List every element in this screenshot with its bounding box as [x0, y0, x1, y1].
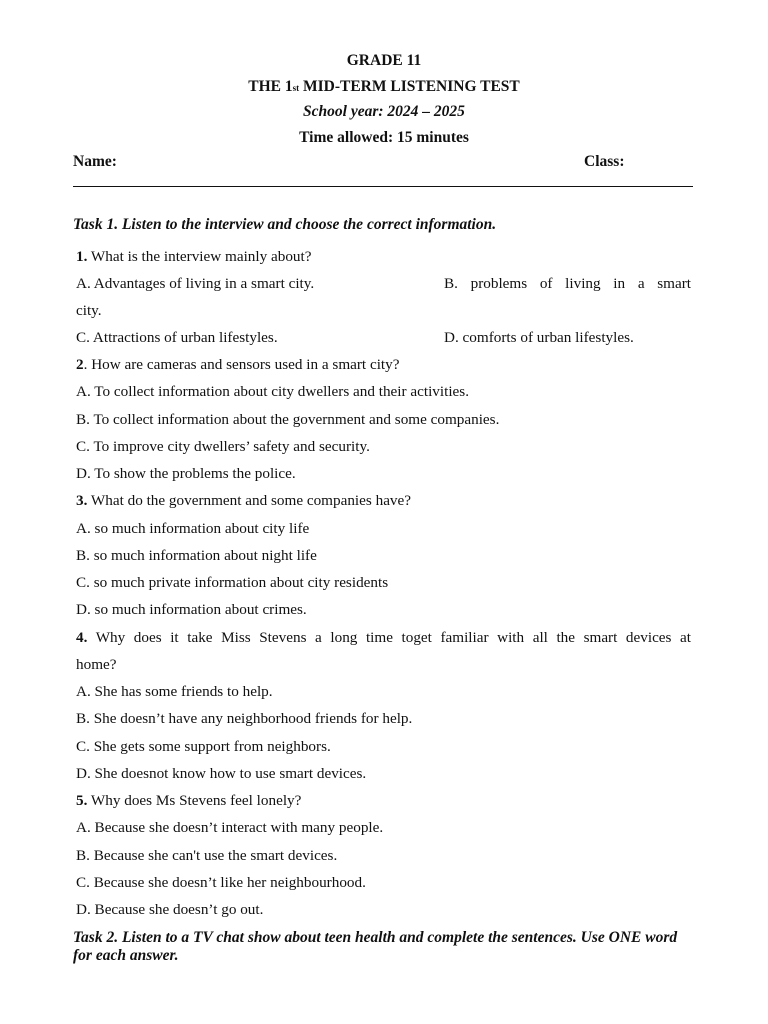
- question-1-text: What is the interview mainly about?: [87, 248, 312, 265]
- q3-option-d: D. so much information about crimes.: [76, 601, 307, 618]
- q4-option-c: C. She gets some support from neighbors.: [76, 738, 331, 755]
- question-5: [76, 791, 691, 811]
- q2-option-a: A. To collect information about city dwellers and their activities.: [76, 383, 469, 400]
- q5-option-a: A. Because she doesn’t interact with many people.: [76, 819, 384, 836]
- q1-option-b-cont: city.: [76, 302, 102, 319]
- question-4: [76, 628, 691, 648]
- question-2: [76, 355, 691, 375]
- q2-option-d: D. To show the problems the police.: [76, 465, 296, 482]
- question-4-text: Why does it take Miss Stevens a long time toget familiar with all the smart devices at: [87, 629, 691, 646]
- q1-option-a: A. Advantages of living in a smart city.: [76, 275, 315, 292]
- q3-option-a: A. so much information about city life: [76, 520, 310, 537]
- title-prefix: THE 1: [248, 78, 293, 95]
- q4-option-a: A. She has some friends to help.: [76, 683, 273, 700]
- q5-option-b: B. Because she can't use the smart devices.: [76, 847, 338, 864]
- title-superscript: st: [292, 83, 300, 93]
- question-4-cont: home?: [76, 656, 117, 673]
- task1-instruction: Task 1. Listen to the interview and choose the correct information.: [73, 216, 497, 233]
- task2-instruction: Task 2. Listen to a TV chat show about teen health and complete the sentences. Use ONE word for each answer.: [73, 929, 678, 964]
- question-1-number: 1.: [76, 248, 88, 265]
- question-5-text: Why does Ms Stevens feel lonely?: [87, 792, 302, 809]
- question-4-number: 4.: [76, 629, 88, 646]
- school-year: School year: 2024 – 2025: [303, 103, 465, 120]
- time-allowed: Time allowed: 15 minutes: [299, 129, 469, 146]
- title-suffix: MID-TERM LISTENING TEST: [299, 78, 520, 95]
- question-2-text: . How are cameras and sensors used in a smart city?: [83, 356, 400, 373]
- q5-option-d: D. Because she doesn’t go out.: [76, 901, 264, 918]
- q1-option-b: B. problems of living in a smart: [444, 275, 691, 292]
- q4-option-d: D. She doesnot know how to use smart devices.: [76, 765, 367, 782]
- q1-option-c: C. Attractions of urban lifestyles.: [76, 329, 278, 346]
- grade-heading: GRADE 11: [346, 52, 422, 69]
- class-label: Class:: [584, 153, 625, 170]
- question-1: [76, 247, 691, 267]
- q3-option-c: C. so much private information about city residents: [76, 574, 389, 591]
- q3-option-b: B. so much information about night life: [76, 547, 317, 564]
- q2-option-b: B. To collect information about the government and some companies.: [76, 411, 500, 428]
- name-label: Name:: [73, 153, 117, 170]
- q5-option-c: C. Because she doesn’t like her neighbourhood.: [76, 874, 366, 891]
- question-3-text: What do the government and some companies have?: [87, 492, 412, 509]
- question-3: [76, 491, 691, 511]
- q4-option-b: B. She doesn’t have any neighborhood friends for help.: [76, 710, 413, 727]
- name-class-row: [73, 153, 693, 171]
- question-3-number: 3.: [76, 492, 88, 509]
- question-2-number: 2: [76, 356, 84, 373]
- question-5-number: 5.: [76, 792, 88, 809]
- test-title: [0, 77, 768, 97]
- q1-option-d: D. comforts of urban lifestyles.: [444, 329, 634, 346]
- header-divider: [73, 186, 693, 187]
- q2-option-c: C. To improve city dwellers’ safety and security.: [76, 438, 370, 455]
